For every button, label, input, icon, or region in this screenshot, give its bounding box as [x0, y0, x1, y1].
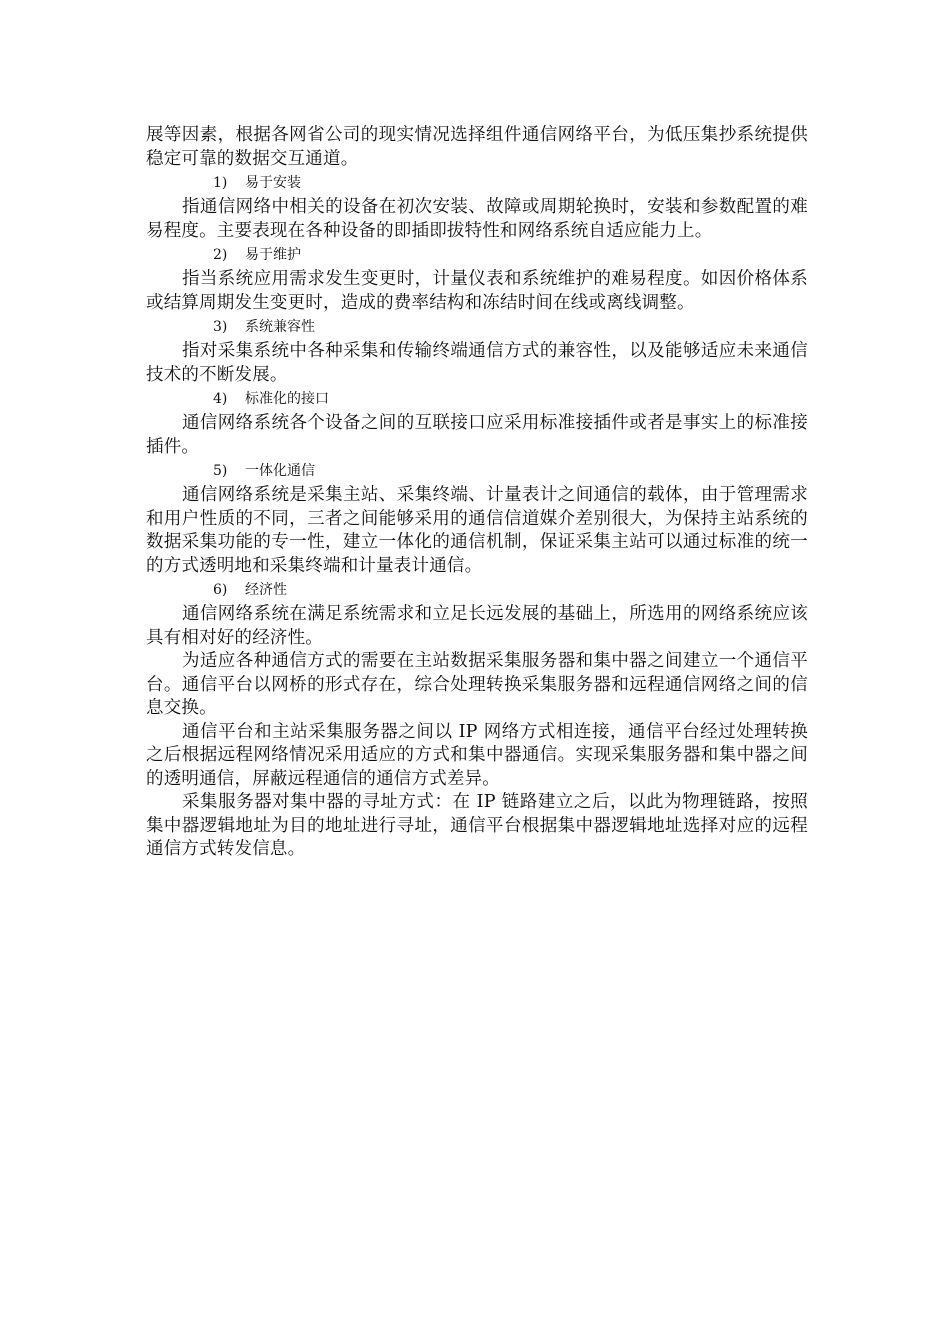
list-number: 1): [213, 175, 228, 191]
paragraph: 指当系统应用需求发生变更时，计量仪表和系统维护的难易程度。如因价格体系或结算周期发生变更时，造成的费率结构和冻结时间在线或离线调整。: [146, 269, 808, 313]
list-item-label: 易于安装: [245, 175, 301, 191]
list-number: 2): [213, 247, 228, 263]
document-body: [146, 124, 808, 862]
paragraph: 通信网络系统各个设备之间的互联接口应采用标准接插件或者是事实上的标准接插件。: [146, 413, 808, 457]
list-item-label: 经济性: [245, 582, 287, 598]
paragraph: 展等因素，根据各网省公司的现实情况选择组件通信网络平台，为低压集抄系统提供稳定可靠的数据交互通道。: [146, 125, 808, 169]
list-item-label: 系统兼容性: [245, 319, 315, 335]
paragraph: 通信平台和主站采集服务器之间以 IP 网络方式相连接，通信平台经过处理转换之后根据远程网络情况采用适应的方式和集中器通信。实现采集服务器和集中器之间的透明通信，屏蔽远程通信的通信方式差异。: [146, 721, 808, 789]
paragraph: 通信网络系统在满足系统需求和立足长远发展的基础上，所选用的网络系统应该具有相对好的经济性。: [146, 604, 808, 648]
paragraph: 采集服务器对集中器的寻址方式：在 IP 链路建立之后，以此为物理链路，按照集中器逻辑地址为目的地址进行寻址，通信平台根据集中器逻辑地址选择对应的远程通信方式转发信息。: [146, 792, 808, 859]
list-item-economy: [146, 578, 808, 603]
list-item-label: 一体化通信: [245, 463, 315, 479]
paragraph: 为适应各种通信方式的需要在主站数据采集服务器和集中器之间建立一个通信平台。通信平台以网桥的形式存在，综合处理转换采集服务器和远程通信网络之间的信息交换。: [146, 651, 808, 718]
list-number: 5): [213, 463, 228, 479]
list-item-compatibility: [146, 315, 808, 340]
paragraph: 指对采集系统中各种采集和传输终端通信方式的兼容性，以及能够适应未来通信技术的不断发展。: [146, 341, 808, 385]
list-item-standard-interface: [146, 387, 808, 412]
list-item-integrated-comm: [146, 459, 808, 484]
list-item-label: 易于维护: [245, 247, 301, 263]
paragraph: 指通信网络中相关的设备在初次安装、故障或周期轮换时，安装和参数配置的难易程度。主要表现在各种设备的即插即拔特性和网络系统自适应能力上。: [146, 197, 808, 241]
list-number: 3): [213, 319, 228, 335]
list-item-install: [146, 171, 808, 196]
paragraph: 通信网络系统是采集主站、采集终端、计量表计之间通信的载体，由于管理需求和用户性质的不同，三者之间能够采用的通信信道媒介差别很大，为保持主站系统的数据采集功能的专一性，建立一体化的通信机制，保证采集主站可以通过标准的统一的方式透明地和采集终端和计量表计通信。: [146, 485, 808, 576]
list-item-label: 标准化的接口: [245, 391, 329, 407]
list-item-maintain: [146, 243, 808, 268]
list-number: 6): [213, 582, 228, 598]
list-number: 4): [213, 391, 228, 407]
